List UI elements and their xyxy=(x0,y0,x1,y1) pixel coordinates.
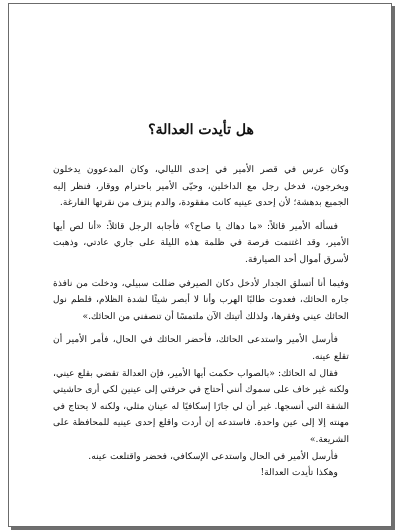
paragraph-5: فقال له الحائك: «بالصواب حكمت أيها الأمير، فإن العدالة تقضي بقلع عيني، ولكنه غير خاف على سموك أنني أحتاج في حرفتي إلى عينين لكي أرى حاشيتي الشقة التي أنسجها. غير أن لي جارًا إسكافيًا له عينان مثلي، ولكنه لا يحتاج في مهنته إلا إلى عين واحدة. فاستدعه إن أردت واقلع إحدى عينيه للمحافظة على الشريعة.» xyxy=(53,367,349,445)
paragraph-7: وهكذا تأيدت العدالة! xyxy=(260,467,338,479)
paragraph-4: فأرسل الأمير واستدعى الحائك، فأحضر الحائك في الحال، فأمر الأمير أن تقلع عينه. xyxy=(53,334,349,362)
paragraph-6: فأرسل الأمير في الحال واستدعى الإسكافي، فحضر واقتلعت عينه. xyxy=(88,450,338,462)
document-content xyxy=(53,121,349,482)
paragraph-2: فسأله الأمير قائلاً: «ما دهاك يا صاح؟» فأجابه الرجل قائلاً: «أنا لص أيها الأمير، وقد اغتنمت فرصة في ظلمة هذه الليلة على جاري عادتي، وذهبت لأسرق أموال أحد الصيارفة. xyxy=(53,220,349,265)
paragraph-3: وفيما أنا أتسلق الجدار لأدخل دكان الصيرفي ضللت سبيلي، ودخلت من نافذة جاره الحائك، فعدوت طالبًا الهرب وأنا لا أبصر شيئًا لشدة الظلام، فلطم نول الحائك عيني وفقرها، ولذلك أتيتك الآن ملتمسًا أن تنصفني من الحائك.» xyxy=(53,277,349,322)
page-title: هل تأيدت العدالة؟ xyxy=(148,122,254,138)
document-page xyxy=(8,3,392,527)
paragraph-1: وكان عرس في قصر الأمير في إحدى الليالي، وكان المدعوون يدخلون ويخرجون، فدخل رجل مع الداخلين، وحيّى الأمير باحترام ووقار، فنظر إليه الجميع بدهشة؛ لأن إحدى عينيه كانت مفقودة، والدم ينزف من نقرتها الفارغة. xyxy=(53,164,349,209)
